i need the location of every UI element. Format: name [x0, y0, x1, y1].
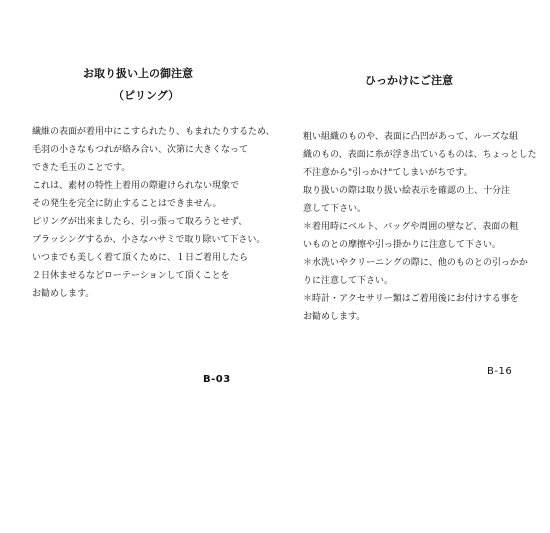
snagging-line: ＊水洗いやクリーニングの際に、他のものとの引っかか [303, 258, 528, 268]
snagging-line: ＊時計・アクセサリー類はご着用後にお付けする事を [303, 294, 519, 304]
pilling-line: ブラッシングするか、小さなハサミで取り除いて下さい。 [32, 235, 266, 245]
pilling-code: B-03 [203, 374, 231, 385]
pilling-line: その発生を完全に防止することはできません。 [32, 199, 222, 209]
snagging-line: 粗い組織のものや、表面に凸凹があって、ルーズな組 [303, 132, 519, 142]
pilling-line: お勧めします。 [32, 289, 95, 299]
snagging-line: 織のもの、表面に糸が浮き出ているものは、ちょっとした [303, 150, 537, 160]
pilling-line: できた毛玉のことです。 [32, 163, 131, 173]
pilling-body [32, 123, 275, 303]
snagging-code: B-16 [487, 366, 513, 377]
snagging-line: いものとの摩擦や引っ掛かりに注意して下さい。 [303, 240, 502, 250]
snagging-body [303, 128, 537, 326]
snagging-line: 意して下さい。 [303, 204, 367, 214]
pilling-line: 毛羽の小さなもつれが絡み合い、次第に大きくなって [32, 145, 249, 155]
snagging-line: ＊着用時にベルト、バッグや周囲の壁など、表面の粗 [303, 222, 519, 232]
snagging-line: 不注意から"引っかけ"てしまいがちです。 [303, 168, 473, 178]
snagging-line: お勧めします。 [303, 312, 366, 322]
snagging-line: 取り扱いの際は取り扱い絵表示を確認の上、十分注 [303, 186, 511, 196]
pilling-line: ２日休ませるなどローテーションして頂くことを [32, 271, 230, 281]
pilling-subtitle: （ピリング） [113, 89, 180, 102]
snagging-line: りに注意して下さい。 [303, 276, 394, 286]
pilling-title: お取り扱い上の御注意 [83, 67, 193, 80]
pilling-line: いつまでも美しく着て頂くために、１日ご着用したら [32, 253, 249, 263]
snagging-title: ひっかけにご注意 [365, 74, 453, 87]
pilling-line: 繊維の表面が着用中にこすられたり、もまれたりするため、 [32, 127, 275, 137]
pilling-line: これは、素材の特性上着用の際避けられない現象で [32, 181, 240, 191]
pilling-line: ピリングが出来ましたら、引っ張って取ろうとせず、 [32, 217, 248, 227]
